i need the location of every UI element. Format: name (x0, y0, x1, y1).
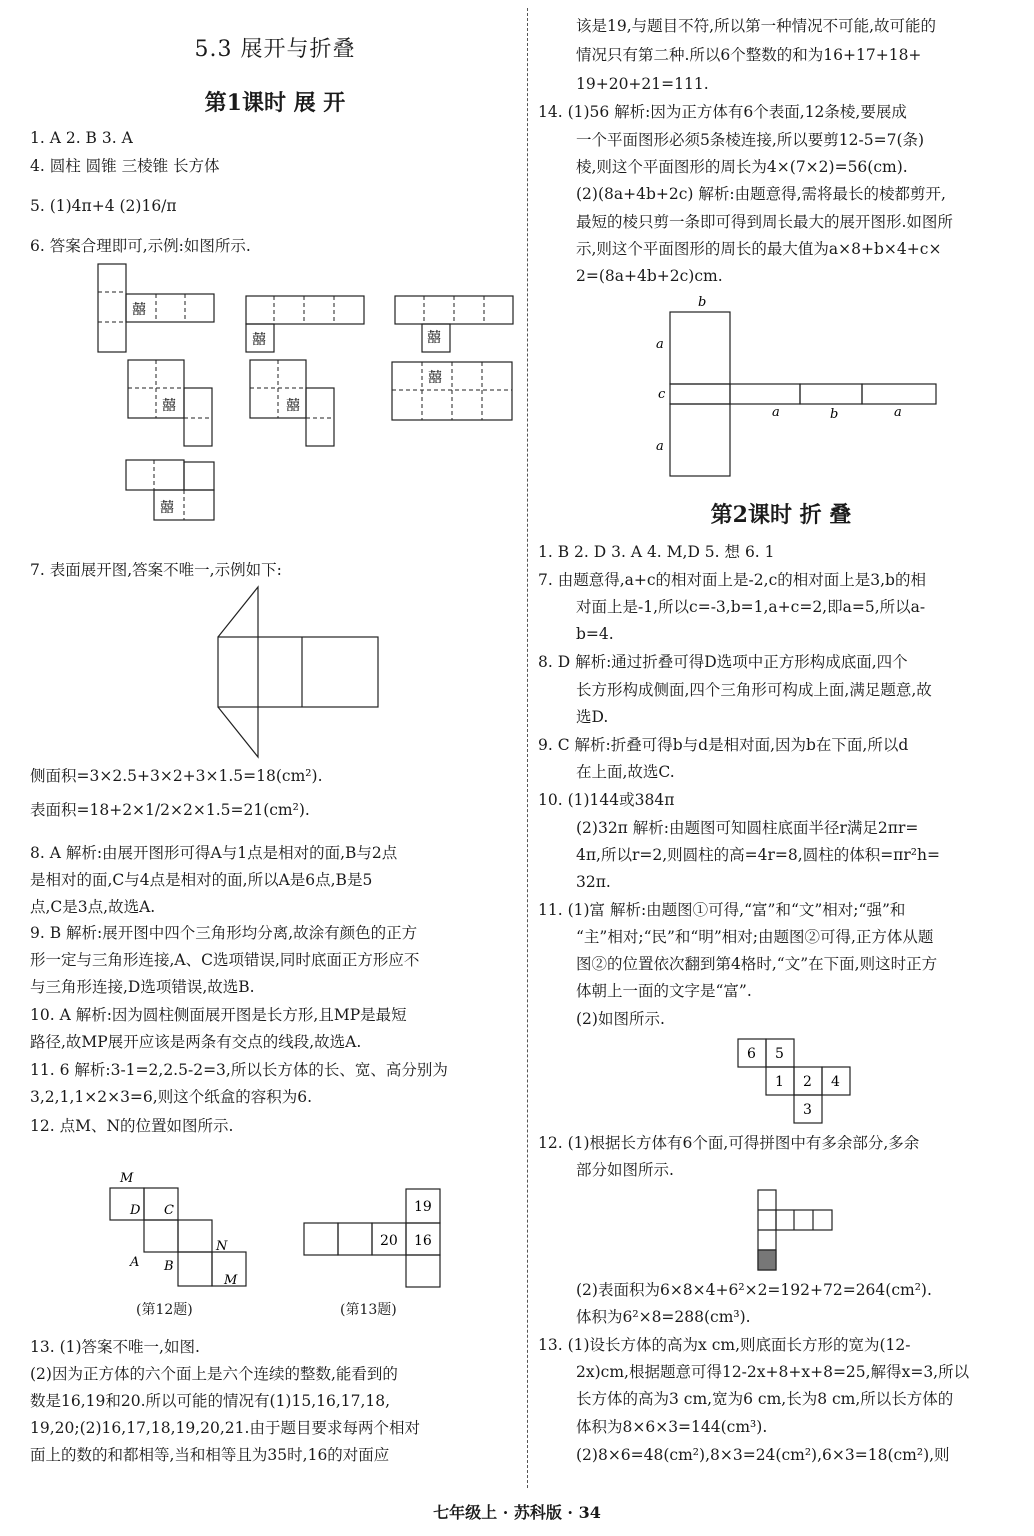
answer-line: (2)8×6=48(cm²),8×3=24(cm²),6×3=18(cm²),则 (576, 1446, 950, 1464)
net-7 (126, 460, 214, 520)
extra-part (758, 1250, 776, 1270)
answer-line: 侧面积=3×2.5+3×2+3×1.5=18(cm²). (30, 767, 323, 785)
fig12-net (106, 1168, 256, 1294)
answer-line: 体积为6²×8=288(cm³). (576, 1308, 751, 1326)
point-label: A (130, 1255, 140, 1270)
answer-line: 10. (1)144或384π (538, 791, 675, 809)
point-label: C (164, 1203, 174, 1218)
answer-line: 11. (1)富 解析:由题图①可得,“富”和“文”相对;“强”和 (538, 901, 906, 919)
edge-label: a (656, 439, 664, 454)
answer-line: 是相对的面,C与4点是相对的面,所以A是6点,B是5 (30, 871, 373, 889)
cube-glyph: 囍 (160, 500, 174, 516)
cube-number: 1 (775, 1074, 784, 1090)
answer-line: 6. 答案合理即可,示例:如图所示. (30, 237, 251, 255)
answer-line: 4π,所以r=2,则圆柱的高=4r=8,圆柱的体积=πr²h= (576, 846, 940, 864)
answer-line: 2=(8a+4b+2c)cm. (576, 267, 723, 285)
answer-line: 一个平面图形必须5条棱连接,所以要剪12-5=7(条) (576, 131, 925, 149)
net-4 (128, 360, 212, 446)
answer-line: 4. 圆柱 圆锥 三棱锥 长方体 (30, 157, 220, 175)
answer-line: 在上面,故选C. (576, 763, 675, 781)
answer-line: 点,C是3点,故选A. (30, 898, 156, 916)
answer-line: 数是16,19和20.所以可能的情况有(1)15,16,17,18, (30, 1392, 391, 1410)
answer-line: 19,20;(2)16,17,18,19,20,21.由于题目要求每两个相对 (30, 1419, 420, 1437)
answer-line: 9. B 解析:展开图中四个三角形均分离,故涂有颜色的正方 (30, 924, 418, 942)
answer-line: 棱,则这个平面图形的周长为4×(7×2)=56(cm). (576, 158, 908, 176)
answer-line: (2)(8a+4b+2c) 解析:由题意得,需将最长的棱都剪开, (576, 185, 946, 203)
answer-line: 体朝上一面的文字是“富”. (576, 982, 752, 1000)
cube-number: 6 (747, 1046, 756, 1062)
page-footer: 七年级上 · 苏科版 · 34 (433, 1503, 601, 1522)
answer-line: 3,2,1,1×2×3=6,则这个纸盒的容积为6. (30, 1088, 312, 1106)
lesson1-title: 第1课时 展 开 (204, 90, 346, 116)
point-label: B (164, 1259, 174, 1274)
cube-number: 5 (775, 1046, 784, 1062)
answer-line: (2)32π 解析:由题图可知圆柱底面半径r满足2πr= (576, 819, 919, 837)
lesson2-title: 第2课时 折 叠 (710, 502, 852, 528)
answer-line: (2)表面积为6×8×4+6²×2=192+72=264(cm²). (576, 1281, 932, 1299)
prism-net-figure (216, 585, 396, 760)
edge-label: b (830, 407, 839, 422)
fig12-caption: (第12题) (136, 1302, 193, 1318)
answer-line: 8. D 解析:通过折叠可得D选项中正方形构成底面,四个 (538, 653, 908, 671)
fig13-caption: (第13题) (340, 1302, 397, 1318)
answer-line: 长方形构成侧面,四个三角形可构成上面,满足题意,故 (576, 681, 932, 699)
answer-line: 表面积=18+2×1/2×2×1.5=21(cm²). (30, 801, 310, 819)
cube-glyph: 囍 (286, 398, 300, 414)
answer-line: 图②的位置依次翻到第4格时,“文”在下面,则这时正方 (576, 955, 938, 973)
answer-line: 8. A 解析:由展开图形可得A与1点是相对的面,B与2点 (30, 844, 398, 862)
answer-line: 路径,故MP展开应该是两条有交点的线段,故选A. (30, 1033, 362, 1051)
answer-line: 32π. (576, 873, 611, 891)
answer-line: 示,则这个平面图形的周长的最大值为a×8+b×4+c× (576, 240, 942, 258)
cube-number: 19 (414, 1199, 432, 1215)
cube-number: 20 (380, 1233, 398, 1249)
answer-line: (2)如图所示. (576, 1010, 665, 1028)
answer-line: “主”相对;“民”和“明”相对;由题图②可得,正方体从题 (576, 928, 934, 946)
point-label: M (224, 1273, 238, 1288)
answer-line: 19+20+21=111. (576, 75, 709, 93)
answer-line: 1. A 2. B 3. A (30, 129, 133, 147)
net-5 (250, 360, 334, 446)
edge-label: a (772, 405, 780, 420)
answer-line: 与三角形连接,D选项错误,故选B. (30, 978, 255, 996)
cube-glyph: 囍 (252, 332, 266, 348)
answer-line: 2x)cm,根据题意可得12-2x+8+x+8=25,解得x=3,所以 (576, 1363, 970, 1381)
cube-glyph: 囍 (427, 330, 441, 346)
answer-line: 12. (1)根据长方体有6个面,可得拼图中有多余部分,多余 (538, 1134, 920, 1152)
answer-line: 面上的数的和都相等,当和相等且为35时,16的对面应 (30, 1446, 390, 1464)
edge-label: a (656, 337, 664, 352)
cube-number: 2 (803, 1074, 812, 1090)
answer-line: 情况只有第二种.所以6个整数的和为16+17+18+ (576, 46, 922, 64)
answer-line: 14. (1)56 解析:因为正方体有6个表面,12条棱,要展成 (538, 103, 907, 121)
answer-line: 11. 6 解析:3-1=2,2.5-2=3,所以长方体的长、宽、高分别为 (30, 1061, 448, 1079)
answer-line: 5. (1)4π+4 (2)16/π (30, 197, 177, 215)
fig12-right-net (756, 1188, 836, 1273)
point-label: N (216, 1239, 228, 1254)
cube-glyph: 囍 (428, 370, 442, 386)
answer-line: 13. (1)答案不唯一,如图. (30, 1338, 200, 1356)
cube-nets-figure (90, 262, 510, 532)
edge-label: b (698, 295, 707, 310)
point-label: M (120, 1171, 134, 1186)
answer-line: (2)因为正方体的六个面上是六个连续的整数,能看到的 (30, 1365, 398, 1383)
answer-line: 最短的棱只剪一条即可得到周长最大的展开图形.如图所 (576, 213, 953, 231)
answer-line: 该是19,与题目不符,所以第一种情况不可能,故可能的 (576, 17, 937, 35)
net-6 (392, 362, 512, 420)
net-3 (395, 296, 513, 352)
answer-line: 形一定与三角形连接,A、C选项错误,同时底面正方形应不 (30, 951, 420, 969)
net-2 (246, 296, 364, 352)
cube-number: 4 (831, 1074, 840, 1090)
cube-glyph: 囍 (132, 302, 146, 318)
answer-line: 1. B 2. D 3. A 4. M,D 5. 想 6. 1 (538, 543, 775, 561)
fig13-net (302, 1185, 477, 1290)
answer-line: 10. A 解析:因为圆柱侧面展开图是长方形,且MP是最短 (30, 1006, 407, 1024)
answer-line: 体积为8×6×3=144(cm³). (576, 1418, 768, 1436)
answer-line: b=4. (576, 625, 614, 643)
answer-line: 7. 由题意得,a+c的相对面上是-2,c的相对面上是3,b的相 (538, 571, 926, 589)
fig14-net (650, 296, 940, 486)
fig11-net (736, 1037, 856, 1127)
answer-line: 12. 点M、N的位置如图所示. (30, 1117, 234, 1135)
answer-line: 长方体的高为3 cm,宽为6 cm,长为8 cm,所以长方体的 (576, 1390, 954, 1408)
point-label: D (130, 1203, 141, 1218)
edge-label: a (894, 405, 902, 420)
net-1 (98, 264, 214, 352)
answer-line: 13. (1)设长方体的高为x cm,则底面长方形的宽为(12- (538, 1336, 911, 1354)
answer-line: 对面上是-1,所以c=-3,b=1,a+c=2,即a=5,所以a- (576, 598, 926, 616)
cube-number: 3 (803, 1102, 812, 1118)
cube-number: 16 (414, 1233, 432, 1249)
cube-glyph: 囍 (162, 398, 176, 414)
column-divider (527, 8, 528, 1488)
section-title: 5.3 展开与折叠 (194, 37, 356, 62)
answer-line: 部分如图所示. (576, 1161, 674, 1179)
answer-line: 选D. (576, 708, 609, 726)
answer-line: 7. 表面展开图,答案不唯一,示例如下: (30, 561, 282, 579)
edge-label: c (658, 387, 666, 402)
answer-line: 9. C 解析:折叠可得b与d是相对面,因为b在下面,所以d (538, 736, 909, 754)
